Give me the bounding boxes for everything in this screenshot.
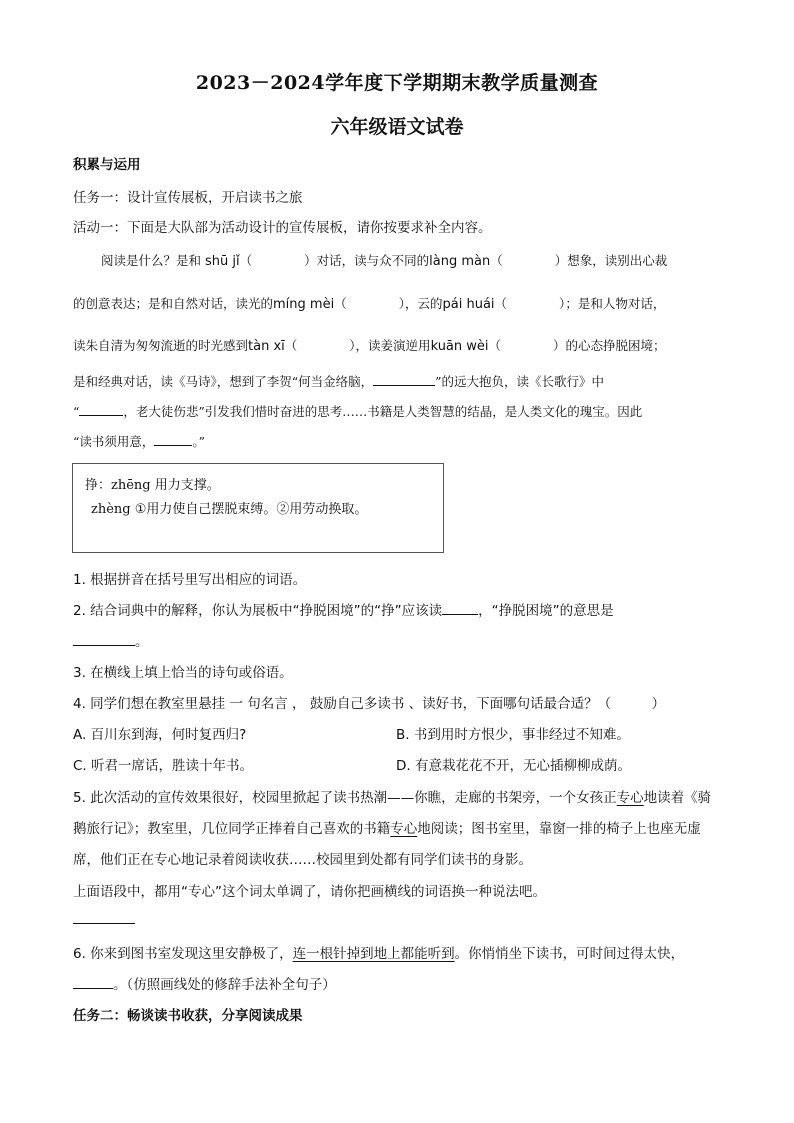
- passage-line-5: [73, 402, 733, 420]
- dictionary-entry-1: [85, 474, 220, 493]
- question-5-line-3: 席，他们正在专心地记录着阅读收获……校园里到处都有同学们读书的身影。: [73, 852, 532, 868]
- passage-line-3: 读朱自清为匆匆流逝的时光感到tàn xī（ ），读姜演逆用kuān wèi（ ）的心态挣脱困境；: [73, 338, 666, 354]
- passage-text: 读朱自清为匆匆流逝的时光感到: [73, 338, 249, 353]
- passage-text: 。”: [192, 434, 206, 449]
- passage-text: ，云的: [404, 296, 443, 311]
- dictionary-box: [72, 463, 444, 553]
- question-text: 。: [135, 634, 149, 650]
- passage-text: 是和经典对话，读《马诗》，想到了李贺“何当金络脑，: [73, 374, 374, 389]
- underlined-phrase: 连一根针掉到地上都能听到: [292, 946, 455, 962]
- question-5-answer: [73, 910, 733, 928]
- question-text: 。你悄悄坐下读书，可时间过得太快，: [454, 946, 685, 962]
- passage-text: 的创意表达；是和自然对话，读光的: [73, 296, 274, 311]
- question-text: ，“挣脱困境”的意思是: [478, 603, 614, 619]
- question-4-option-a[interactable]: A. 百川东到海，何时复西归?: [73, 727, 247, 743]
- question-5-line-4: 上面语段中，都用“专心”这个词太单调了，请你把画横线的词语换一种说法吧。: [73, 884, 546, 900]
- dictionary-headword: 挣：zhēng: [85, 478, 151, 493]
- passage-line-6: [73, 432, 733, 450]
- activity1-instruction: 活动一：下面是大队部为活动设计的宣传展板，请你按要求补全内容。: [73, 220, 492, 236]
- answer-blank[interactable]: [73, 910, 135, 924]
- dictionary-entry-2: [91, 498, 367, 517]
- task2-heading: 任务二：畅谈读书收获，分享阅读成果: [73, 1008, 303, 1024]
- passage-text: 想象，读别出心裁: [567, 253, 668, 268]
- passage-text: “: [73, 404, 80, 419]
- question-6: [73, 942, 733, 962]
- answer-blank[interactable]: [442, 601, 478, 615]
- question-text: 5. 此次活动的宣传效果很好，校园里掀起了读书热潮——你瞧，走廊的书架旁，一个女孩正: [73, 790, 617, 806]
- underlined-word: 专心: [390, 821, 418, 837]
- answer-blank[interactable]: [73, 975, 113, 989]
- exam-subtitle: 六年级语文试卷: [330, 116, 464, 138]
- question-5-line-1: [73, 786, 733, 806]
- question-5-line-2: [73, 817, 733, 837]
- passage-line-4: [73, 372, 733, 390]
- question-text: 6. 你来到图书室发现这里安静极了，: [73, 946, 293, 962]
- answer-blank[interactable]: [79, 402, 123, 416]
- passage-text: 阅读是什么？是和: [101, 253, 202, 268]
- passage-text: ，读姜演逆用: [355, 338, 431, 353]
- pinyin-prompt: míng mèi: [273, 297, 335, 312]
- question-text: 2. 结合词典中的解释，你认为展板中“挣脱困境”的“挣”应该读: [73, 603, 443, 619]
- question-4-option-b[interactable]: B. 书到用时方恨少，事非经过不知难。: [396, 727, 630, 743]
- question-text: 鹅旅行记》；教室里，几位同学正捧着自己喜欢的书籍: [73, 821, 391, 837]
- dictionary-definition: 用力支撑。: [154, 478, 220, 493]
- underlined-word: 专心: [616, 790, 644, 806]
- pinyin-prompt: shū jǐ: [205, 254, 240, 269]
- pinyin-prompt: pái huái: [442, 297, 495, 312]
- question-2: [73, 599, 733, 619]
- answer-blank[interactable]: [154, 432, 192, 446]
- dictionary-headword: zhèng: [91, 502, 131, 517]
- pinyin-prompt: làng màn: [429, 254, 491, 269]
- passage-text: “读书须用意，: [73, 434, 155, 449]
- pinyin-prompt: kuān wèi: [430, 339, 489, 354]
- answer-blank[interactable]: [373, 372, 435, 386]
- question-4-option-d[interactable]: D. 有意栽花花不开，无心插柳柳成荫。: [396, 758, 631, 774]
- passage-text: 的心态挣脱困境；: [565, 338, 666, 353]
- pinyin-prompt: tàn xī: [248, 339, 285, 354]
- question-text: 地阅读；图书室里，靠窗一排的椅子上也座无虚: [417, 821, 701, 837]
- question-2-continued: [73, 630, 733, 650]
- exam-title: 2023－2024学年度下学期期末教学质量测查: [195, 72, 599, 94]
- passage-text: ，老大徒伤悲”引发我们惜时奋进的思考……书籍是人类智慧的结晶，是人类文化的瑰宝。因此: [123, 404, 643, 419]
- task1-heading: 任务一：设计宣传展板，开启读书之旅: [73, 190, 303, 206]
- dictionary-definition: ①用力使自己摆脱束缚。②用劳动换取。: [134, 502, 368, 517]
- passage-text: ；是和人物对话，: [565, 296, 666, 311]
- section-heading: 积累与运用: [73, 157, 141, 173]
- question-3: 3. 在横线上填上恰当的诗句或俗语。: [73, 665, 293, 681]
- answer-blank[interactable]: [73, 632, 135, 646]
- passage-line-1: 阅读是什么？是和 shū jǐ（ ）对话，读与众不同的làng màn（ ）想象，读别出心裁: [101, 253, 668, 269]
- passage-text: 对话，读与众不同的: [316, 253, 430, 268]
- question-4: 4. 同学们想在教室里悬挂 一 句名言 ， 鼓励自己多读书 、读好书，下面哪句话最合适？（ ）: [73, 696, 666, 712]
- question-1: 1. 根据拼音在括号里写出相应的词语。: [73, 572, 307, 588]
- passage-text: ”的远大抱负，读《长歌行》中: [435, 374, 605, 389]
- question-text: 地读着《骑: [643, 790, 712, 806]
- question-text: 。（仿照画线处的修辞手法补全句子）: [113, 977, 336, 993]
- question-4-option-c[interactable]: C. 听君一席话，胜读十年书。: [73, 758, 254, 774]
- passage-line-2: 的创意表达；是和自然对话，读光的míng mèi（ ），云的pái huái（ ）；是和人物对话，: [73, 296, 666, 312]
- question-6-continued: [73, 973, 733, 993]
